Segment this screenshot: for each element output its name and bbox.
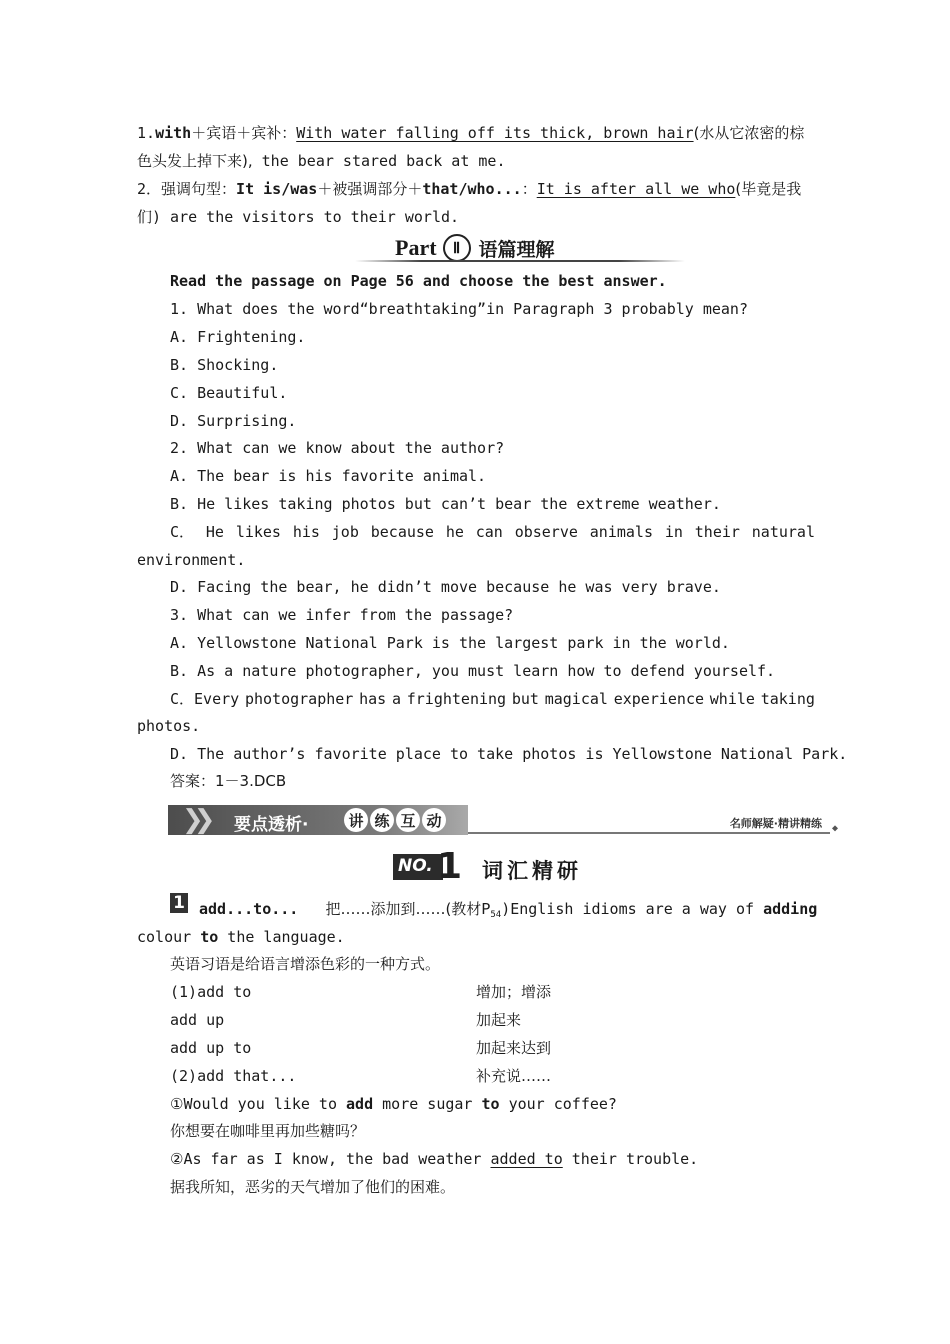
structure-line-2-cont [137,207,459,227]
word: a [391,690,401,708]
word: experience [613,690,705,708]
phrase-zh: 增加；增添 [476,983,552,1001]
section-no-label: NO. [398,856,433,876]
question-1-option-d: D. Surprising. [170,412,297,430]
structure-gloss: (毕竟是我 [735,180,802,198]
question-1-option-b: B. Shocking. [170,356,279,374]
structure-line-2 [137,179,801,199]
word: can [475,523,503,541]
structure-line-1-cont [137,151,506,171]
vocab-example-text: the language. [218,928,345,946]
reading-instruction: Read the passage on Page 56 and choose the best answer. [170,272,667,290]
phrase-en: (1)add to [170,983,252,1001]
question-2-option-d: D. Facing the bear, he didn’t move because he was very brave. [170,578,721,596]
structure-pattern: with [155,124,192,142]
example-sentence-2-translation: 据我所知，恶劣的天气增加了他们的困难。 [170,1178,456,1196]
word: likes [235,523,281,541]
word: his [292,523,320,541]
part-title: 语篇理解 [478,238,555,261]
word: job [331,523,359,541]
word: taking [760,690,815,708]
question-3-option-a: A. Yellowstone National Park is the largest park in the world. [170,634,730,652]
example-sentence-1 [170,1094,617,1114]
vocab-example-keyword: adding [763,900,818,918]
diamond-icon: ◆ [831,823,838,834]
vocab-example: )English idioms are a way of [501,900,764,918]
word: their [694,523,740,541]
structure-gloss-cont: 色头发上掉下来), [137,152,253,170]
question-1-option-a: A. Frightening. [170,328,306,346]
answer-key: 答案：1－3.DCB [170,772,287,790]
phrase-en: (2)add that... [170,1067,297,1085]
banner-bar [168,805,468,835]
word: natural [751,523,815,541]
structure-example: It is after all we who [536,180,736,198]
word: magical [544,690,608,708]
section-number-badge [393,848,463,886]
phrase-en: add up to [170,1039,252,1057]
structure-gloss: (水从它浓密的棕 [693,124,805,142]
vocab-example-keyword: to [200,928,219,946]
question-3-option-c-cont: photos. [137,717,201,735]
double-chevron-icon: ❯❯ [182,805,206,835]
word: photographer [244,690,354,708]
item-number-badge: 1 [170,893,188,913]
phrase-en: add up [170,1011,225,1029]
word: observe [514,523,578,541]
phrase-zh: 加起来 [476,1011,522,1029]
vocab-head: add...to... [199,900,299,918]
structure-label: 强调句型： [161,180,237,198]
banner-chip: 动 [422,808,446,832]
structure-colon: ： [521,180,537,198]
vocab-example-cont [137,927,345,947]
banner-title: 要点透析· [234,815,309,835]
question-1-option-c: C. Beautiful. [170,384,288,402]
banner-chips [344,808,446,832]
structure-example: With water falling off its thick, brown hair [296,124,694,142]
word: animals [589,523,653,541]
structure-pattern-keyword: that/who... [422,180,522,198]
vocab-example-translation: 英语习语是给语言增添色彩的一种方式。 [170,955,441,973]
word: but [511,690,539,708]
part-header-rule [355,260,685,262]
structure-number: 1. [137,124,156,142]
sentence-text: your coffee? [499,1095,617,1113]
vocab-meaning: 把……添加到……(教材P [325,900,491,918]
question-3: 3. What can we infer from the passage? [170,606,514,624]
structure-pattern-rest: ＋宾语＋宾补： [191,124,297,142]
question-1: 1. What does the word“breathtaking”in Paragraph 3 probably mean? [170,300,748,318]
word: while [709,690,755,708]
structure-line-1 [137,123,804,143]
page-subscript: 54 [490,910,502,920]
part-number-badge: Ⅱ [443,234,471,262]
section-number: 1 [437,846,463,887]
section-banner [168,805,840,839]
vocab-headline [199,899,817,925]
word: C．Every [170,690,240,708]
example-sentence-1-translation: 你想要在咖啡里再加些糖吗？ [170,1122,366,1140]
sentence-text: ②As far as I know, the bad weather [170,1150,491,1168]
banner-rule [468,832,830,834]
question-2-option-c [170,522,815,542]
example-sentence-2 [170,1149,698,1169]
structure-pattern: It is/was [236,180,318,198]
sentence-blank-answer: added to [490,1150,563,1168]
structure-example-cont: 们) are the visitors to their world. [137,208,460,226]
question-3-option-c [170,689,815,709]
question-2-option-b: B. He likes taking photos but can’t bear the extreme weather. [170,495,721,513]
sentence-keyword: to [481,1095,500,1113]
section-title: 词汇精研 [482,859,582,883]
banner-subtitle: 名师解疑·精讲精练 [729,817,822,830]
sentence-text: more sugar [373,1095,482,1113]
question-2-option-a: A. The bear is his favorite animal. [170,467,487,485]
part-header [395,233,555,263]
structure-number: 2． [137,180,162,198]
question-2-option-c-cont: environment. [137,551,246,569]
question-2: 2. What can we know about the author? [170,439,505,457]
word: He [205,523,224,541]
banner-chip: 讲 [344,808,368,832]
word: he [445,523,464,541]
word: has [359,690,387,708]
banner-chip: 互 [396,808,420,832]
sentence-text: their trouble. [562,1150,699,1168]
sentence-text: ①Would you like to [170,1095,347,1113]
phrase-zh: 补充说…… [476,1067,552,1085]
structure-example-cont: the bear stared back at me. [252,152,506,170]
question-3-option-d: D. The author’s favorite place to take photos is Yellowstone National Park. [170,745,848,763]
banner-chip: 练 [370,808,394,832]
vocab-example-text: colour [137,928,201,946]
word: in [664,523,683,541]
question-3-option-b: B. As a nature photographer, you must learn how to defend yourself. [170,662,776,680]
part-word: Part [395,235,437,260]
sentence-keyword: add [346,1095,374,1113]
structure-pattern-rest: ＋被强调部分＋ [317,180,423,198]
phrase-zh: 加起来达到 [476,1039,552,1057]
word: because [370,523,434,541]
word: C． [170,523,195,541]
word: frightening [406,690,507,708]
